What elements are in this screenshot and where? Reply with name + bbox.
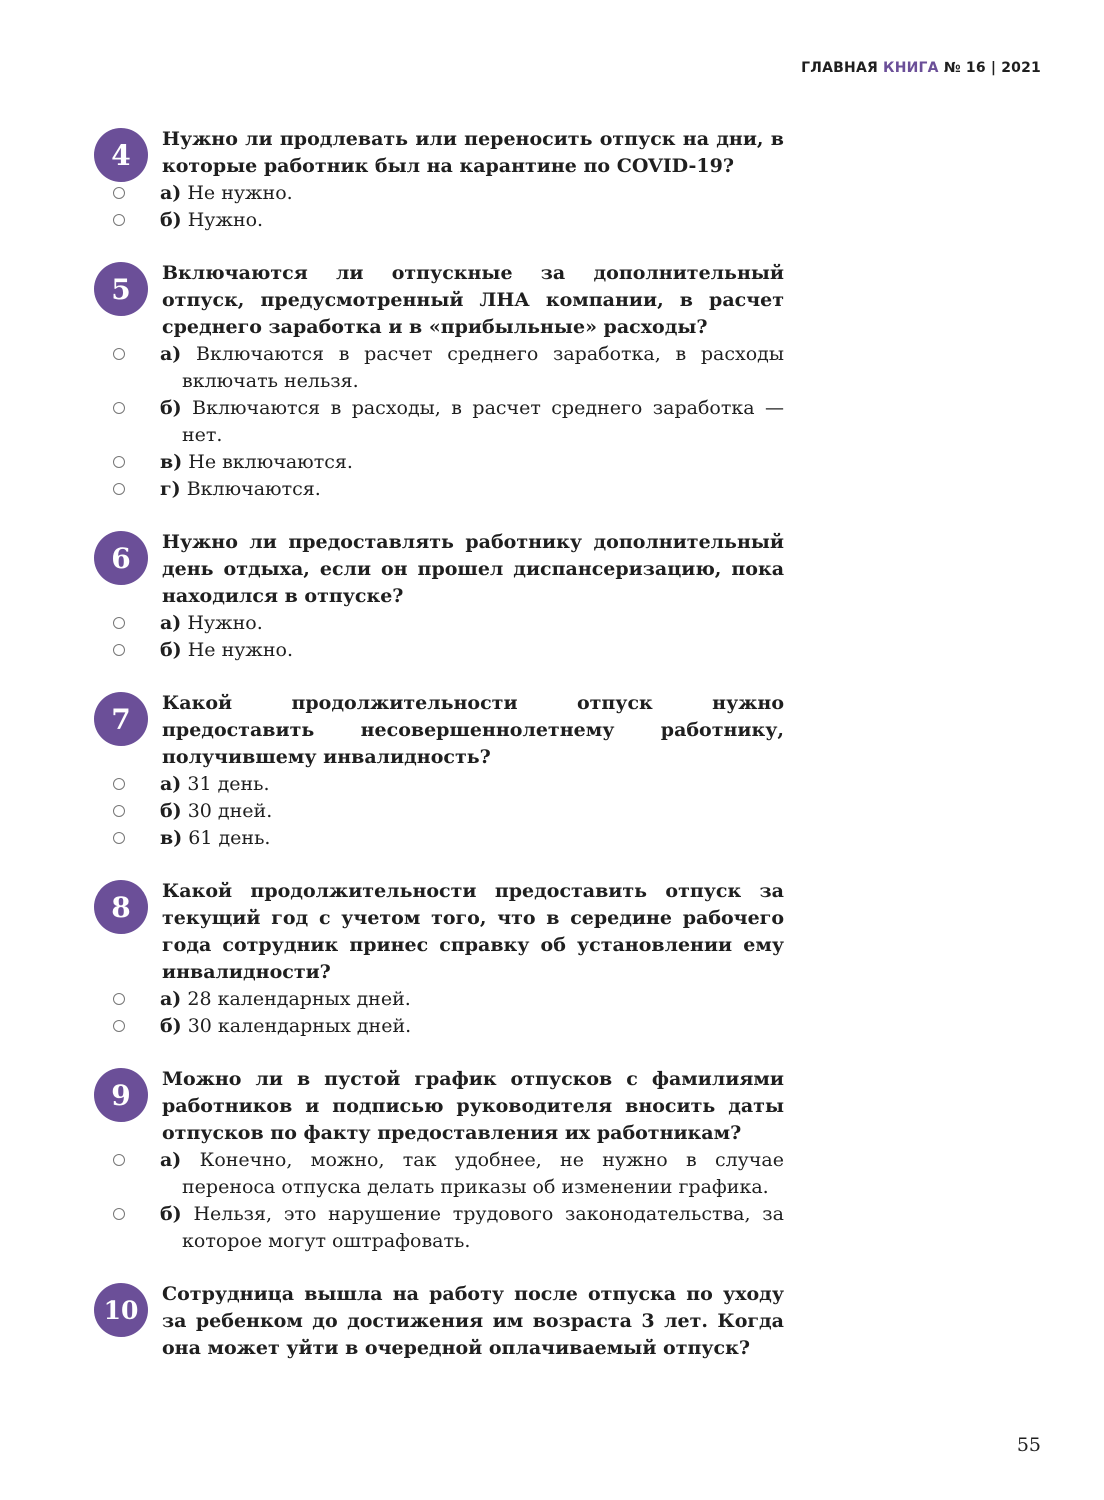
answer-option[interactable] — [160, 1201, 784, 1255]
option-text: Конечно, можно, так удобнее, не нужно в случае переноса отпуска делать приказы об изменении графика. — [182, 1149, 784, 1198]
running-header — [801, 60, 1041, 76]
answer-option[interactable] — [160, 825, 784, 852]
option-letter: а) — [160, 773, 182, 795]
question-number-badge: 6 — [94, 531, 148, 585]
question-text: Сотрудница вышла на работу после отпуска по уходу за ребенком до достижения им возраста 3 лет. Когда она может уйти в очередной оплачиваемый отпуск? — [162, 1283, 784, 1359]
answer-option[interactable] — [160, 771, 784, 798]
option-text: Нельзя, это нарушение трудового законодательства, за которое могут оштрафовать. — [182, 1203, 784, 1252]
question-number-badge: 9 — [94, 1068, 148, 1122]
option-text: 30 дней. — [187, 800, 273, 822]
option-letter: а) — [160, 988, 182, 1010]
radio-button-icon[interactable] — [113, 1154, 125, 1166]
question-number-badge: 7 — [94, 692, 148, 746]
question-7 — [94, 690, 784, 852]
question-number-badge: 5 — [94, 262, 148, 316]
question-5 — [94, 260, 784, 503]
answer-option[interactable] — [160, 207, 784, 234]
option-letter: в) — [160, 451, 183, 473]
option-text: 28 календарных дней. — [187, 988, 411, 1010]
radio-button-icon[interactable] — [113, 348, 125, 360]
radio-button-icon[interactable] — [113, 187, 125, 199]
brand-name-part1: ГЛАВНАЯ — [801, 60, 878, 76]
question-number-badge: 4 — [94, 128, 148, 182]
question-text: Нужно ли предоставлять работнику дополнительный день отдыха, если он прошел диспансеризацию, пока находился в отпуске? — [162, 531, 784, 607]
radio-button-icon[interactable] — [113, 644, 125, 656]
option-text: 30 календарных дней. — [187, 1015, 412, 1037]
option-letter: а) — [160, 343, 182, 365]
question-6 — [94, 529, 784, 664]
option-text: Не нужно. — [187, 182, 293, 204]
question-text: Какой продолжительности предоставить отпуск за текущий год с учетом того, что в середине рабочего года сотрудник принес справку об установлении ему инвалидности? — [162, 880, 784, 983]
option-text: Включаются. — [186, 478, 321, 500]
radio-button-icon[interactable] — [113, 214, 125, 226]
radio-button-icon[interactable] — [113, 993, 125, 1005]
answer-option[interactable] — [160, 395, 784, 449]
option-text: Нужно. — [187, 209, 264, 231]
question-text: Какой продолжительности отпуск нужно предоставить несовершеннолетнему работнику, получившему инвалидность? — [162, 692, 784, 768]
option-letter: а) — [160, 612, 182, 634]
option-text: Нужно. — [187, 612, 263, 634]
answer-option[interactable] — [160, 180, 784, 207]
question-number-badge: 8 — [94, 880, 148, 934]
brand-name-part2: КНИГА — [883, 60, 939, 76]
radio-button-icon[interactable] — [113, 402, 125, 414]
question-4 — [94, 126, 784, 234]
option-text: Включаются в расчет среднего заработка, в расходы включать нельзя. — [182, 343, 784, 392]
radio-button-icon[interactable] — [113, 778, 125, 790]
question-text: Нужно ли продлевать или переносить отпуск на дни, в которые работник был на карантине по COVID-19? — [162, 128, 784, 177]
answer-option[interactable] — [160, 341, 784, 395]
radio-button-icon[interactable] — [113, 1208, 125, 1220]
option-letter: б) — [160, 800, 182, 822]
question-8 — [94, 878, 784, 1040]
option-letter: в) — [160, 827, 183, 849]
option-letter: а) — [160, 182, 182, 204]
radio-button-icon[interactable] — [113, 456, 125, 468]
answer-option[interactable] — [160, 798, 784, 825]
option-text: 61 день. — [188, 827, 271, 849]
radio-button-icon[interactable] — [113, 1020, 125, 1032]
issue-label: № 16 | 2021 — [943, 60, 1041, 76]
answer-option[interactable] — [160, 1147, 784, 1201]
option-letter: б) — [160, 1015, 182, 1037]
quiz-list — [94, 126, 784, 1388]
question-text: Включаются ли отпускные за дополнительный отпуск, предусмотренный ЛНА компании, в расчет среднего заработка и в «прибыльные» расходы? — [162, 262, 784, 338]
answer-option[interactable] — [160, 1013, 784, 1040]
answer-option[interactable] — [160, 986, 784, 1013]
question-9 — [94, 1066, 784, 1255]
option-letter: г) — [160, 478, 181, 500]
option-text: 31 день. — [187, 773, 270, 795]
radio-button-icon[interactable] — [113, 617, 125, 629]
radio-button-icon[interactable] — [113, 832, 125, 844]
question-number-badge: 10 — [94, 1283, 148, 1337]
question-10 — [94, 1281, 784, 1362]
answer-option[interactable] — [160, 449, 784, 476]
radio-button-icon[interactable] — [113, 805, 125, 817]
answer-option[interactable] — [160, 610, 784, 637]
option-letter: б) — [160, 397, 182, 419]
radio-button-icon[interactable] — [113, 483, 125, 495]
page-number: 55 — [1016, 1434, 1041, 1456]
option-letter: б) — [160, 1203, 182, 1225]
option-letter: а) — [160, 1149, 182, 1171]
option-text: Не нужно. — [187, 639, 294, 661]
question-text: Можно ли в пустой график отпусков с фамилиями работников и подписью руководителя вносить даты отпусков по факту предоставления их работникам? — [162, 1068, 784, 1144]
option-letter: б) — [160, 209, 182, 231]
answer-option[interactable] — [160, 637, 784, 664]
option-letter: б) — [160, 639, 182, 661]
answer-option[interactable] — [160, 476, 784, 503]
option-text: Не включаются. — [188, 451, 353, 473]
option-text: Включаются в расходы, в расчет среднего заработка — нет. — [182, 397, 784, 446]
